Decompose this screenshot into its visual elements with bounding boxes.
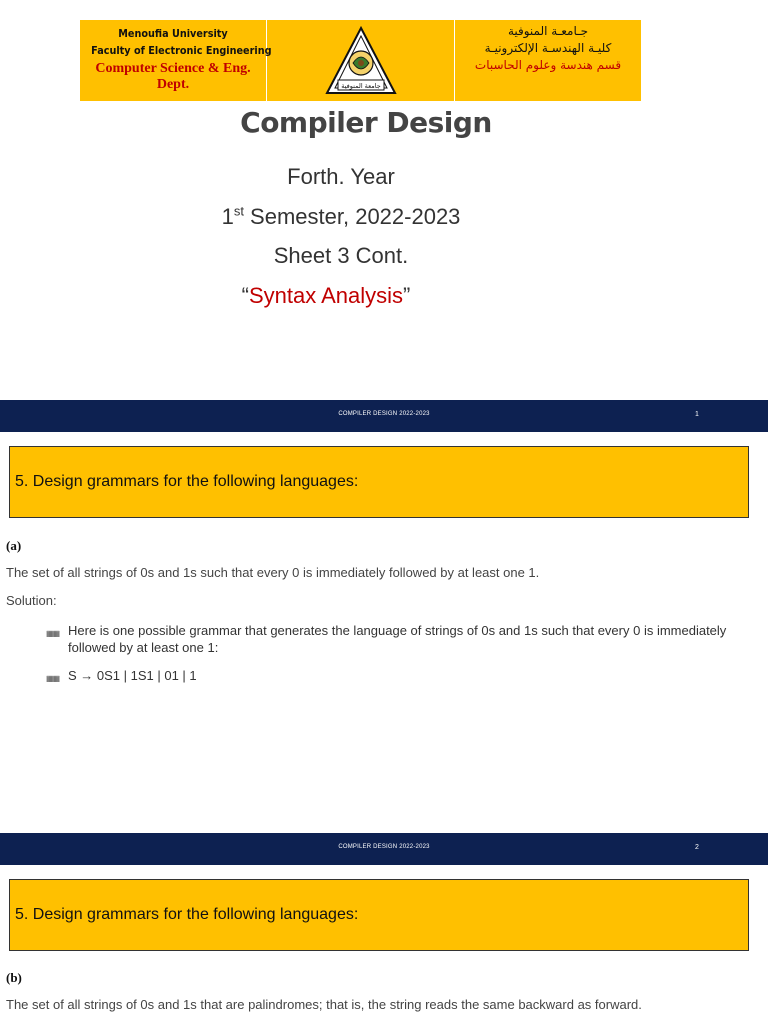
header-logo-cell <box>267 20 455 101</box>
semester-text: Semester, 2022-2023 <box>243 204 461 229</box>
slide-footer-1 <box>0 400 768 432</box>
semester-superscript: st <box>233 203 244 219</box>
university-emblem-icon <box>324 25 398 97</box>
page-number: 2 <box>695 844 699 851</box>
footer-text: COMPILER DESIGN 2022-2023 <box>338 411 430 417</box>
header-english <box>80 20 272 101</box>
header-table <box>79 19 642 102</box>
header-arabic <box>455 20 641 101</box>
solution-label: Solution: <box>6 593 57 608</box>
bullet-text: Here is one possible grammar that generates the language of strings of 0s and 1s such that every 0 is immediately followed by at least one 1: <box>68 623 727 655</box>
question-text: 5. Design grammars for the following languages: <box>15 473 359 490</box>
department-name-ar: قسم هندسة وعلوم الحاسبات <box>474 58 622 72</box>
university-name-ar: جـامعـة المنوفية <box>507 24 589 38</box>
sheet-line: Sheet 3 Cont. <box>273 243 409 268</box>
university-name-en: Menoufia University <box>118 27 228 40</box>
topic-text: Syntax Analysis <box>248 283 404 308</box>
quote-open: “ <box>241 283 249 308</box>
bullet-item <box>46 667 736 684</box>
bullet-text: S → 0S1 | 1S1 | 01 | 1 <box>68 668 197 683</box>
page-number: 1 <box>695 411 699 418</box>
problem-statement-a: The set of all strings of 0s and 1s such that every 0 is immediately followed by at least one 1. <box>6 565 540 580</box>
faculty-name-en: Faculty of Electronic Engineering <box>91 44 272 57</box>
slide-footer-2 <box>0 833 768 865</box>
footer-text: COMPILER DESIGN 2022-2023 <box>338 844 430 850</box>
question-text: 5. Design grammars for the following languages: <box>15 906 359 923</box>
faculty-name-ar: كليـة الهندسـة الإلكترونيـة <box>484 41 612 55</box>
question-box-2 <box>9 879 749 951</box>
part-letter-b: (b) <box>6 970 22 985</box>
year-line: Forth. Year <box>287 164 395 189</box>
bullet-item <box>46 622 736 656</box>
topic-line <box>0 283 652 309</box>
question-box-1 <box>9 446 749 518</box>
department-name-en-2: Dept. <box>156 77 190 92</box>
semester-number: 1 <box>221 204 234 229</box>
problem-statement-b: The set of all strings of 0s and 1s that are palindromes; that is, the string reads the same backward as forward. <box>6 997 642 1012</box>
checkbox-bullet-icon: ▦▦ <box>46 629 60 638</box>
page-title: Compiler Design <box>240 106 492 139</box>
semester-line <box>0 204 682 230</box>
part-letter-a: (a) <box>6 538 22 553</box>
quote-close: ” <box>403 283 411 308</box>
checkbox-bullet-icon: ▦▦ <box>46 674 60 683</box>
logo-text: جامعة المنوفية <box>340 81 381 90</box>
department-name-en-1: Computer Science & Eng. <box>95 61 251 76</box>
